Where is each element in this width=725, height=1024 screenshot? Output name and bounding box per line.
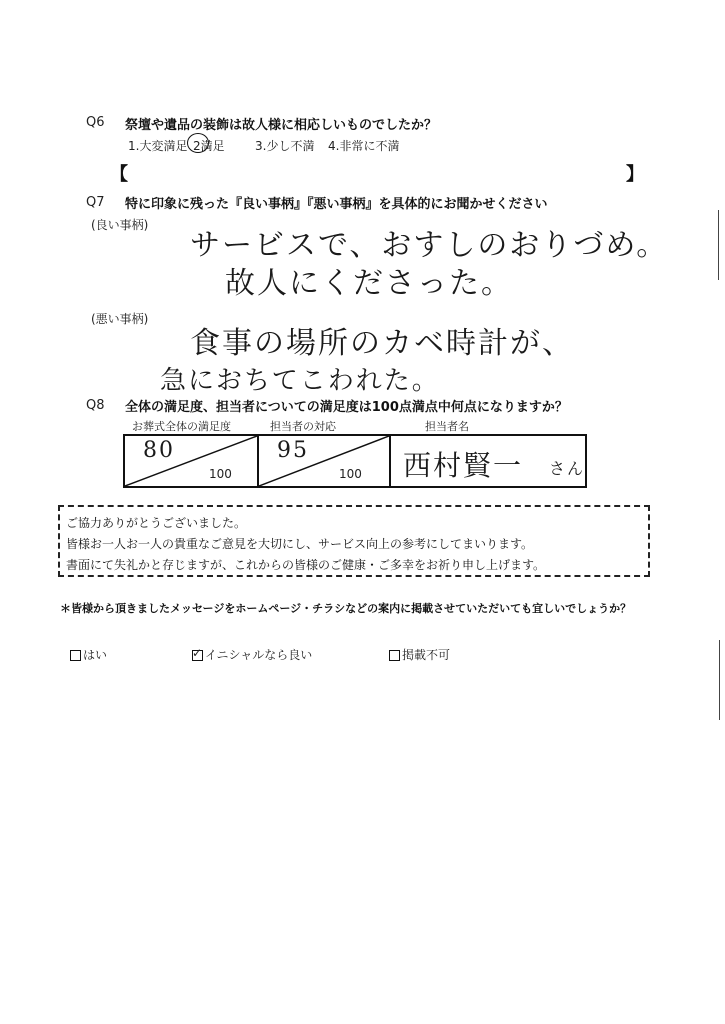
notice-line-3: 書面にて失礼かと存じますが、これからの皆様のご健康・ご多幸をお祈り申し上げます。 [66, 558, 546, 572]
scan-edge-mark [719, 640, 720, 720]
q8-number: Q8 [86, 398, 105, 413]
q8-col1-header: お葬式全体の満足度 [132, 420, 231, 433]
permission-option-initials[interactable] [192, 646, 312, 663]
permission-option-yes[interactable] [70, 646, 107, 663]
q6-bracket-open: 【 [110, 164, 128, 185]
q8-question: 全体の満足度、担当者についての満足度は100点満点中何点になりますか？ [125, 400, 568, 415]
q8-col3-header: 担当者名 [425, 420, 469, 433]
q8-staff-name-suffix: さん [549, 459, 586, 478]
permission-option-no-label: 掲載不可 [402, 648, 451, 662]
q6-number: Q6 [86, 115, 105, 130]
permission-option-no[interactable] [389, 646, 450, 663]
check-mark-icon: ✓ [192, 646, 203, 660]
q6-option-1: 1.大変満足 [128, 139, 188, 153]
scan-edge-mark [718, 210, 719, 280]
q8-overall-cell [125, 436, 257, 486]
q6-option-3: 3.少し不満 [255, 139, 315, 153]
q7-bad-answer-line-1: 食事の場所のカベ時計が、 [190, 326, 574, 361]
q6-question: 祭壇や遺品の装飾は故人様に相応しいものでしたか？ [125, 118, 438, 133]
permission-question: ＊皆様から頂きましたメッセージをホームページ・チラシなどの案内に掲載させていただいても宜しいでしょうか？ [60, 602, 632, 615]
q6-bracket-close: 】 [626, 164, 644, 185]
q8-score-table [123, 434, 587, 488]
q6-selected-circle [187, 133, 209, 153]
q7-bad-label: (悪い事柄) [91, 312, 149, 326]
q7-good-answer-line-1: サービスで、おすしのおりづめ。 [190, 228, 669, 263]
permission-option-yes-label: はい [83, 648, 108, 662]
q8-overall-max: 100 [209, 467, 232, 481]
checkbox-yes[interactable] [70, 650, 81, 661]
checkbox-no[interactable] [389, 650, 400, 661]
q8-col2-header: 担当者の対応 [270, 420, 336, 433]
q7-question: 特に印象に残った『良い事柄』『悪い事柄』を具体的にお聞かせください [125, 197, 548, 212]
notice-line-2: 皆様お一人お一人の貴重なご意見を大切にし、サービス向上の参考にしてまいります。 [66, 537, 534, 551]
permission-option-initials-label: イニシャルなら良い [205, 648, 313, 662]
q8-staff-name: 西村賢一 [403, 449, 524, 482]
q8-staff-name-cell [391, 436, 585, 486]
thank-you-notice [58, 505, 650, 577]
checkbox-initials[interactable] [192, 646, 203, 661]
q7-bad-answer-line-2: 急におちてこわれた。 [160, 366, 440, 396]
q7-good-label: (良い事柄) [91, 218, 149, 232]
q6-option-4: 4.非常に不満 [328, 139, 400, 153]
q8-staff-cell [259, 436, 389, 486]
q7-good-answer-line-2: 故人にくださった。 [225, 266, 513, 301]
q8-staff-max: 100 [339, 467, 362, 481]
q6-option-2: 2満足 [193, 139, 225, 153]
q8-overall-score: 80 [143, 438, 175, 463]
q7-number: Q7 [86, 195, 105, 210]
q8-staff-score: 95 [277, 438, 309, 463]
notice-line-1: ご協力ありがとうございました。 [66, 516, 247, 530]
